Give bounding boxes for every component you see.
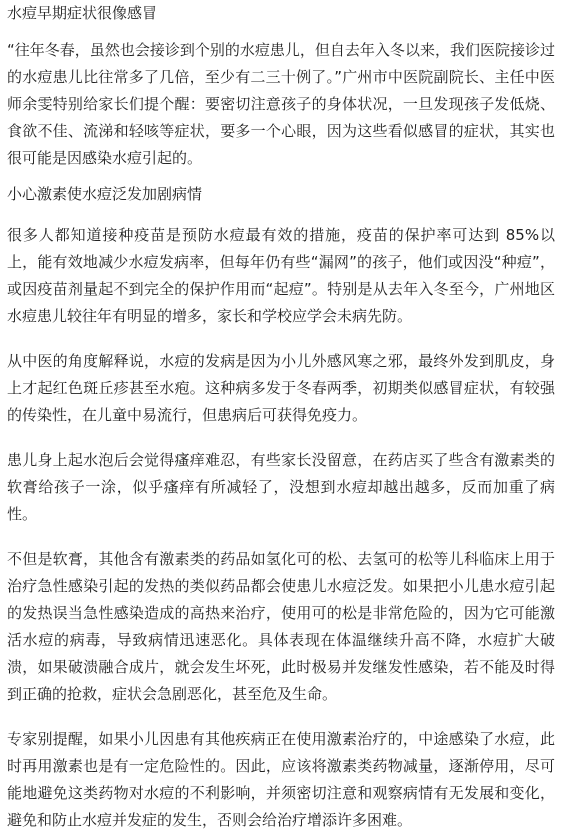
paragraph-tcm-explanation: 从中医的角度解释说，水痘的发病是因为小儿外感风寒之邪，最终外发到肌皮，身上才起红色斑丘疹甚至水疱。这种病多发于冬春两季，初期类似感冒症状，有较强的传染性，在儿童中易流行，但患病后可获得免疫力。 [7, 352, 555, 424]
paragraph-ointment-warning: 患儿身上起水泡后会觉得瘙痒难忍，有些家长没留意，在药店买了些含有激素类的软膏给孩子一涂，似乎瘙痒有所减轻了，没想到水痘却越出越多，反而加重了病性。 [7, 451, 555, 523]
article-title: 水痘早期症状很像感冒 [7, 4, 158, 22]
article [0, 2, 555, 834]
section-subheading: 小心激素使水痘泛发加剧病情 [7, 185, 203, 203]
paragraph-steroid-risk: 不但是软膏，其他含有激素类的药品如氢化可的松、去氢可的松等儿科临床上用于治疗急性感染引起的发热的类似药品都会使患儿水痘泛发。如果把小儿患水痘引起的发热误当急性感染造成的高热来治疗，使用可的松是非常危险的，因为它可能激活水痘的病毒，导致病情迅速恶化。具体表现在体温继续升高不降，水痘扩大破溃，如果破溃融合成片，就会发生坏死，此时极易并发继发性感染，若不能及时得到正确的抢救，症状会急剧恶化，甚至危及生命。 [7, 550, 555, 703]
paragraph-expert-advice: 专家别提醒，如果小儿因患有其他疾病正在使用激素治疗的，中途感染了水痘，此时再用激素也是有一定危险性的。因此，应该将激素类药物减量，逐渐停用，尽可能地避免这类药物对水痘的不利影响，并须密切注意和观察病情有无发展和变化，避免和防止水痘并发症的发生，否则会给治疗增添许多困难。 [7, 730, 555, 829]
paragraph-vaccine: 很多人都知道接种疫苗是预防水痘最有效的措施，疫苗的保护率可达到 85%以上，能有效地减少水痘发病率，但每年仍有些“漏网”的孩子，他们或因没“种痘”，或因疫苗剂量起不到完全的保护作用而“起痘”。特别是从去年入冬至今，广州地区水痘患儿较往年有明显的增多，家长和学校应学会未病先防。 [7, 226, 555, 325]
paragraph-intro: “往年冬春，虽然也会接诊到个别的水痘患儿，但自去年入冬以来，我们医院接诊过的水痘患儿比往常多了几倍，至少有二三十例了。”广州市中医院副院长、主任中医师余雯特别给家长们提个醒：要密切注意孩子的身体状况，一旦发现孩子发低烧、食欲不佳、流涕和轻咳等症状，要多一个心眼，因为这些看似感冒的症状，其实也很可能是因感染水痘引起的。 [7, 41, 555, 167]
